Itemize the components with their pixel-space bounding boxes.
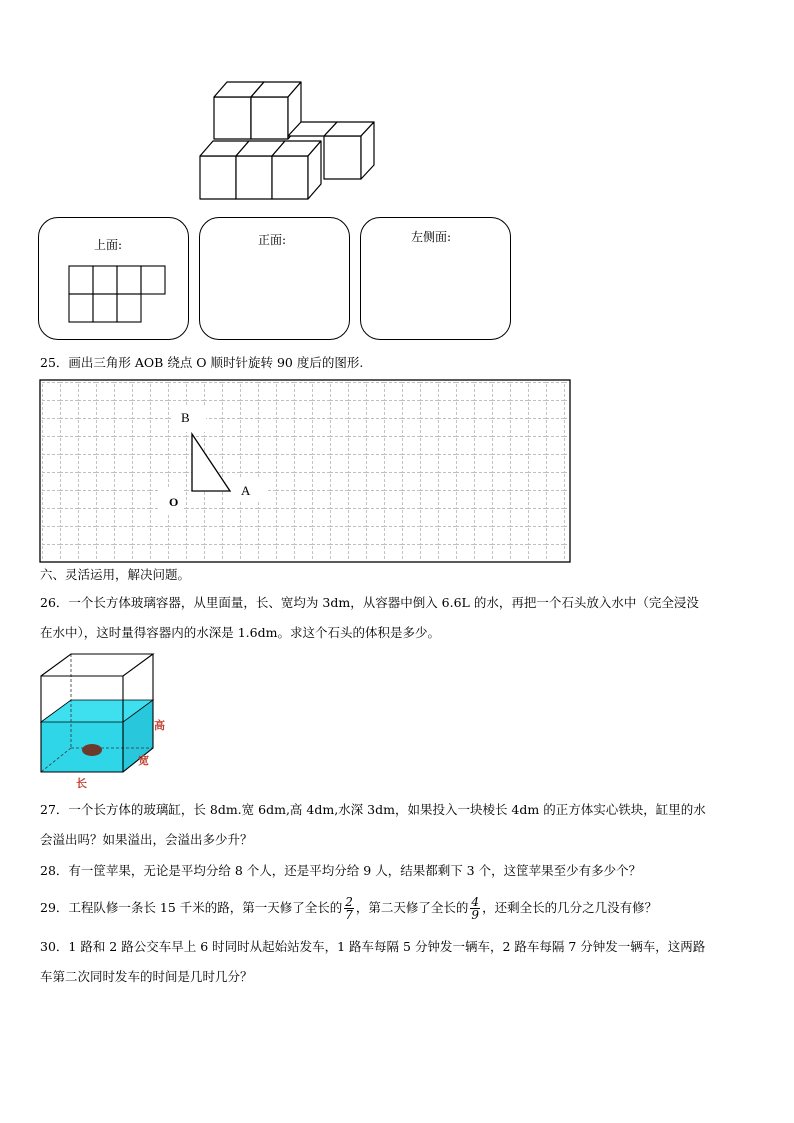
top-view-grid bbox=[68, 265, 168, 325]
stone bbox=[82, 744, 102, 756]
top-view-label: 上面: bbox=[94, 238, 123, 252]
water-container-figure bbox=[38, 648, 168, 788]
label-width: 宽 bbox=[138, 754, 149, 767]
left-view-label: 左侧面: bbox=[411, 230, 452, 244]
fraction-2-7: $\frac{2}{7}$ bbox=[345, 895, 353, 922]
label-height: 高 bbox=[154, 719, 165, 732]
front-view-card bbox=[199, 217, 350, 340]
label-a: A bbox=[241, 483, 251, 498]
question-25: 25．画出三角形 AOB 绕点 O 顺时针旋转 90 度后的图形. bbox=[40, 355, 364, 370]
question-30-line1: 30．1 路和 2 路公交车早上 6 时同时从起始站发车，1 路车每隔 5 分钟发一辆车，2 路车每隔 7 分钟发一辆车，这两路 bbox=[40, 939, 706, 954]
left-view-card bbox=[360, 217, 511, 340]
question-26-line2: 在水中），这时量得容器内的水深是 1.6dm。求这个石头的体积是多少。 bbox=[40, 625, 440, 640]
question-28: 28．有一筐苹果，无论是平均分给 8 个人，还是平均分给 9 人，结果都剩下 3 个，这筐苹果至少有多少个？ bbox=[40, 863, 642, 878]
cube-front-3 bbox=[272, 141, 321, 199]
top-view-card bbox=[38, 217, 189, 340]
label-o: O bbox=[169, 495, 179, 509]
question-30-line2: 车第二次同时发车的时间是几时几分？ bbox=[40, 969, 253, 984]
question-26-line1: 26．一个长方体玻璃容器，从里面量，长、宽均为 3dm，从容器中倒入 6.6L 的水，再把一个石头放入水中（完全浸没 bbox=[40, 595, 699, 610]
question-29-part3: ，还剩全长的几分之几没有修？ bbox=[482, 900, 658, 915]
question-29-part1: 29．工程队修一条长 15 千米的路，第一天修了全长的 bbox=[40, 900, 343, 915]
question-27-line2: 会溢出吗？如果溢出，会溢出多少升？ bbox=[40, 832, 253, 847]
front-view-label: 正面: bbox=[258, 233, 287, 247]
question-29-part2: ，第二天修了全长的 bbox=[355, 900, 469, 915]
rotation-grid bbox=[38, 378, 572, 564]
cube-stack-figure bbox=[190, 70, 390, 210]
question-29 bbox=[40, 890, 657, 926]
label-length: 长 bbox=[76, 777, 87, 788]
question-27-line1: 27．一个长方体的玻璃缸，长 8dm.宽 6dm,高 4dm,水深 3dm，如果投入一块棱长 4dm 的正方体实心铁块，缸里的水 bbox=[40, 802, 706, 817]
fraction-4-9: $\frac{4}{9}$ bbox=[471, 895, 480, 922]
label-b: B bbox=[181, 410, 190, 425]
section-6-heading: 六、灵活运用，解决问题。 bbox=[40, 567, 191, 582]
